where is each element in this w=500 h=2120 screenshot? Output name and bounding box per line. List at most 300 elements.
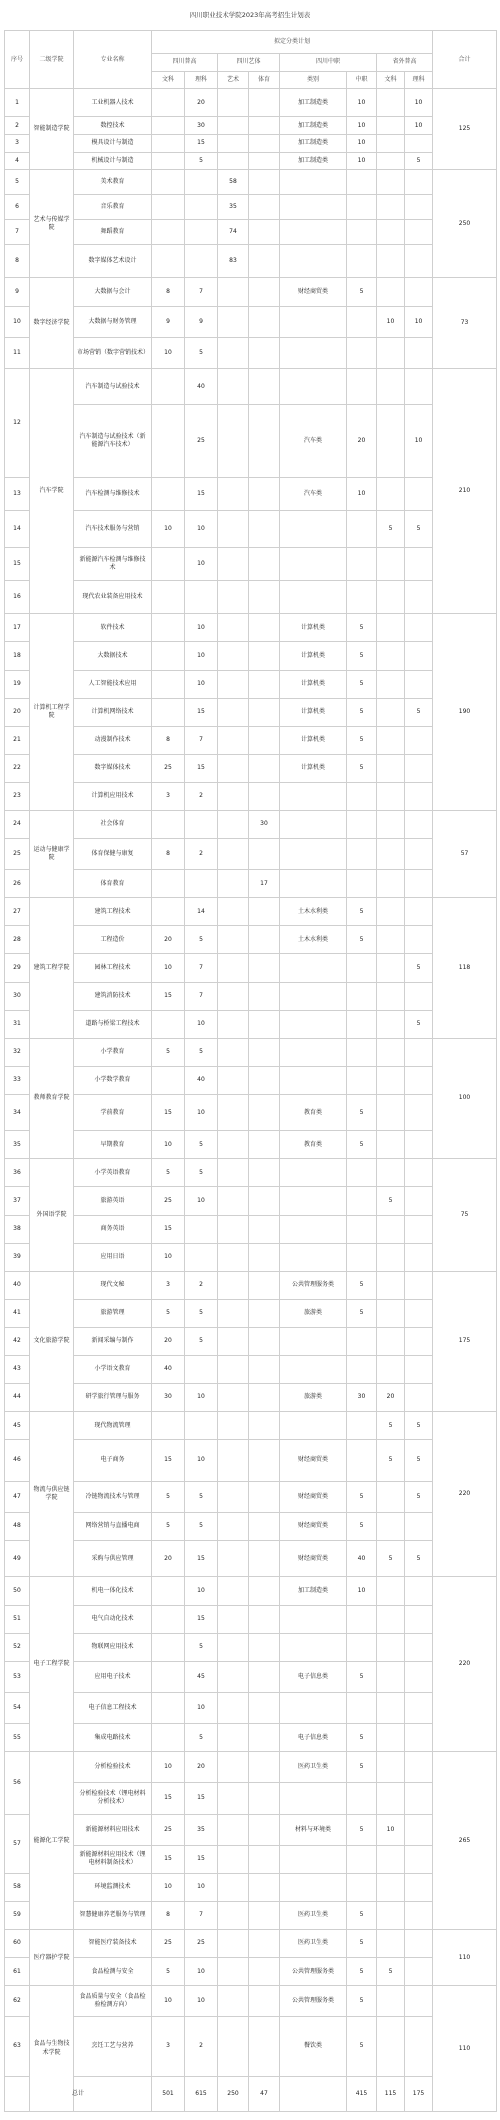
row-cell-lk: 25 [185,405,218,478]
row-college: 外国语学院 [30,1159,74,1271]
row-program: 应用日语 [74,1243,152,1271]
table-row [5,547,497,580]
table-row [5,1010,497,1038]
row-cell-ys: 74 [218,220,249,245]
row-cell-ty [249,926,280,954]
row-seq: 19 [5,670,30,698]
row-cell-sl [405,1243,433,1271]
row-program: 应用电子技术 [74,1661,152,1692]
row-program: 小学数学教育 [74,1066,152,1094]
row-cell-zz [347,954,377,982]
row-cell-zz [347,1327,377,1355]
row-cell-wk: 8 [152,839,185,870]
row-cell-lk [185,1412,218,1440]
table-row [5,152,497,170]
header-group: 四川中职 [280,53,377,71]
row-cell-lb [280,170,347,195]
row-cell-lk: 20 [185,89,218,117]
row-cell-ys [218,614,249,642]
row-cell-zz [347,1873,377,1901]
row-cell-lb: 教育类 [280,1131,347,1159]
row-cell-zz: 10 [347,152,377,170]
row-cell-ys [218,782,249,810]
row-seq: 23 [5,782,30,810]
row-seq: 9 [5,278,30,306]
row-cell-lb: 加工制造类 [280,89,347,117]
row-cell-wk [152,870,185,898]
row-college: 食品与生物技术学院 [30,1986,74,2112]
row-cell-lk [185,870,218,898]
row-seq: 6 [5,195,30,220]
row-cell-sw [377,1327,405,1355]
row-cell-zz: 5 [347,754,377,782]
row-cell-ys [218,1038,249,1066]
table-row [5,478,497,511]
row-cell-sl [405,1131,433,1159]
row-cell-lb [280,839,347,870]
row-seq: 30 [5,982,30,1010]
row-cell-ty [249,1901,280,1929]
row-cell-ty [249,1605,280,1633]
row-cell-lb [280,547,347,580]
row-seq: 27 [5,898,30,926]
row-program: 智慧健康养老服务与管理 [74,1901,152,1929]
row-cell-sw [377,642,405,670]
row-cell-ys [218,1633,249,1661]
row-cell-sl [405,898,433,926]
row-cell-wk: 25 [152,754,185,782]
row-program: 社会体育 [74,810,152,838]
row-program: 小学语文教育 [74,1355,152,1383]
row-cell-ty [249,1577,280,1605]
row-cell-lb: 加工制造类 [280,1577,347,1605]
row-cell-ys [218,1783,249,1814]
row-cell-lb [280,1845,347,1873]
row-cell-lb [280,782,347,810]
row-college: 教师教育学院 [30,1038,74,1159]
table-row [5,1724,497,1752]
row-cell-lb [280,1355,347,1383]
row-cell-wk: 15 [152,982,185,1010]
row-program: 小学教育 [74,1038,152,1066]
row-cell-wk [152,547,185,580]
row-program: 电子商务 [74,1440,152,1482]
row-cell-lb: 电子信息类 [280,1661,347,1692]
row-cell-zz [347,1355,377,1383]
row-cell-ty [249,1541,280,1577]
header-sub: 中职 [347,71,377,89]
row-cell-lb [280,337,347,368]
row-seq: 42 [5,1327,30,1355]
row-cell-ys [218,754,249,782]
table-row [5,782,497,810]
row-cell-ty [249,278,280,306]
row-cell-lk [185,170,218,195]
table-row [5,1752,497,1783]
row-group-total: 118 [433,898,497,1038]
table-row [5,1873,497,1901]
row-cell-zz [347,1845,377,1873]
totals-ys: 250 [218,2076,249,2111]
row-cell-lb: 公共管理服务类 [280,1986,347,2017]
row-cell-wk: 5 [152,1038,185,1066]
row-program: 新能源材料应用技术（锂电材料制备技术） [74,1845,152,1873]
table-row [5,698,497,726]
row-cell-wk [152,368,185,404]
row-seq: 60 [5,1929,30,1957]
row-cell-lb [280,511,347,547]
row-cell-sw [377,614,405,642]
row-cell-sl [405,1038,433,1066]
row-cell-sw [377,810,405,838]
table-row [5,839,497,870]
row-cell-lk [185,245,218,278]
row-group-total: 220 [433,1577,497,1752]
row-cell-lk: 14 [185,898,218,926]
row-program: 数字媒体技术 [74,754,152,782]
row-cell-sl: 10 [405,89,433,117]
header-sub: 理科 [405,71,433,89]
row-seq: 52 [5,1633,30,1661]
row-cell-sl [405,870,433,898]
row-cell-ty [249,581,280,614]
row-cell-lk: 7 [185,1901,218,1929]
row-seq: 36 [5,1159,30,1187]
row-cell-zz: 5 [347,670,377,698]
row-program: 电子信息工程技术 [74,1692,152,1723]
row-cell-lb: 财经商贸类 [280,278,347,306]
row-cell-sl: 5 [405,1440,433,1482]
row-program: 道路与桥梁工程技术 [74,1010,152,1038]
row-cell-sw [377,754,405,782]
row-cell-ty [249,1512,280,1540]
row-cell-lk: 2 [185,839,218,870]
row-cell-lk: 9 [185,306,218,337]
row-cell-sw [377,1131,405,1159]
row-cell-lk: 10 [185,1958,218,1986]
row-cell-ty [249,1010,280,1038]
row-cell-lb [280,1873,347,1901]
row-cell-lk: 5 [185,1327,218,1355]
row-program: 大数据技术 [74,642,152,670]
row-cell-lb [280,1692,347,1723]
table-row [5,405,497,478]
row-cell-sw [377,1873,405,1901]
row-cell-ys [218,89,249,117]
row-cell-sw [377,1845,405,1873]
row-cell-ys [218,1929,249,1957]
row-cell-wk [152,195,185,220]
row-cell-wk [152,134,185,152]
row-cell-sw [377,581,405,614]
row-cell-wk: 20 [152,1541,185,1577]
row-cell-ys [218,810,249,838]
row-cell-lk: 15 [185,1541,218,1577]
row-cell-zz [347,1243,377,1271]
row-cell-ys [218,2017,249,2076]
row-college: 计算机工程学院 [30,614,74,811]
row-cell-zz: 10 [347,478,377,511]
row-cell-wk: 15 [152,1440,185,1482]
row-cell-ty [249,1066,280,1094]
row-cell-ty [249,1692,280,1723]
table-row [5,642,497,670]
row-cell-wk: 5 [152,1481,185,1512]
row-cell-lb: 旅游类 [280,1299,347,1327]
row-cell-sw [377,1901,405,1929]
table-row [5,670,497,698]
row-cell-lb [280,1412,347,1440]
row-seq: 54 [5,1692,30,1723]
row-college: 汽车学院 [30,368,74,613]
row-cell-ys [218,1814,249,1845]
table-row [5,1215,497,1243]
row-cell-sl [405,478,433,511]
totals-lb [280,2076,347,2111]
row-program: 早期教育 [74,1131,152,1159]
row-cell-lb [280,195,347,220]
row-cell-ty [249,152,280,170]
row-cell-wk: 9 [152,306,185,337]
row-cell-zz [347,870,377,898]
row-cell-sw [377,152,405,170]
row-cell-ty [249,614,280,642]
row-seq: 45 [5,1412,30,1440]
row-cell-zz [347,810,377,838]
row-program: 分析检验技术（锂电材料分析技术） [74,1783,152,1814]
row-seq: 29 [5,954,30,982]
row-cell-sw [377,954,405,982]
row-cell-lb: 计算机类 [280,642,347,670]
table-row [5,134,497,152]
table-row [5,614,497,642]
row-cell-lb [280,245,347,278]
row-cell-sl [405,754,433,782]
row-seq: 24 [5,810,30,838]
row-program: 烹饪工艺与营养 [74,2017,152,2076]
row-cell-wk: 15 [152,1215,185,1243]
table-row [5,2017,497,2076]
row-cell-sw [377,117,405,135]
row-cell-ys [218,1986,249,2017]
row-cell-sw [377,220,405,245]
row-cell-sl: 5 [405,152,433,170]
row-cell-wk [152,405,185,478]
row-cell-sw: 5 [377,511,405,547]
table-row [5,1159,497,1187]
row-cell-wk [152,642,185,670]
row-cell-sw: 5 [377,1412,405,1440]
row-cell-sl [405,1929,433,1957]
row-cell-sl [405,1187,433,1215]
row-cell-sw [377,368,405,404]
row-cell-lk: 5 [185,1038,218,1066]
row-cell-zz: 10 [347,134,377,152]
row-cell-ty [249,1271,280,1299]
row-cell-ty [249,2017,280,2076]
row-seq: 16 [5,581,30,614]
row-cell-zz [347,1187,377,1215]
row-cell-wk [152,245,185,278]
row-cell-ty [249,982,280,1010]
row-cell-ty [249,306,280,337]
row-cell-sw [377,870,405,898]
table-row [5,1355,497,1383]
row-cell-wk [152,1577,185,1605]
table-row [5,754,497,782]
row-cell-wk [152,1692,185,1723]
row-cell-sw [377,698,405,726]
row-seq: 39 [5,1243,30,1271]
row-cell-wk: 5 [152,1159,185,1187]
row-cell-zz: 5 [347,1929,377,1957]
row-cell-zz [347,581,377,614]
row-cell-wk: 15 [152,1094,185,1130]
row-cell-lk: 15 [185,134,218,152]
row-cell-sw [377,134,405,152]
row-cell-ty [249,1038,280,1066]
header-sub: 体育 [249,71,280,89]
row-group-total: 100 [433,1038,497,1159]
row-cell-zz [347,1010,377,1038]
row-cell-ys [218,134,249,152]
row-cell-zz: 5 [347,1512,377,1540]
row-cell-ty [249,1299,280,1327]
row-cell-ys [218,926,249,954]
row-cell-ty [249,245,280,278]
row-cell-sw: 10 [377,306,405,337]
header-sub: 文科 [152,71,185,89]
row-cell-lk: 7 [185,726,218,754]
header-sub: 文科 [377,71,405,89]
row-cell-ys [218,511,249,547]
row-cell-sl [405,1986,433,2017]
row-cell-lb: 医药卫生类 [280,1929,347,1957]
row-cell-zz [347,839,377,870]
row-cell-ty [249,117,280,135]
row-cell-sl: 10 [405,306,433,337]
row-cell-ty: 17 [249,870,280,898]
row-cell-lb [280,1633,347,1661]
header-plan-group: 拟定分类计划 [152,31,433,54]
row-cell-ty [249,726,280,754]
row-program: 美术教育 [74,170,152,195]
table-row [5,1958,497,1986]
row-cell-sl: 5 [405,1412,433,1440]
row-cell-ys [218,1066,249,1094]
row-program: 建筑消防技术 [74,982,152,1010]
row-cell-lk: 2 [185,2017,218,2076]
row-cell-ty [249,1986,280,2017]
row-program: 体育教育 [74,870,152,898]
row-cell-wk [152,810,185,838]
row-cell-ys [218,152,249,170]
row-cell-lb: 土木水利类 [280,898,347,926]
row-program: 食品检测与安全 [74,1958,152,1986]
row-cell-zz: 5 [347,1131,377,1159]
table-row [5,954,497,982]
row-cell-sl [405,1661,433,1692]
row-cell-lk: 10 [185,1577,218,1605]
row-cell-ys [218,642,249,670]
row-cell-sl: 5 [405,1481,433,1512]
row-cell-ys [218,726,249,754]
row-cell-lk: 10 [185,1383,218,1411]
row-cell-zz: 20 [347,405,377,478]
row-seq: 18 [5,642,30,670]
row-cell-lk: 5 [185,926,218,954]
row-cell-ys [218,1355,249,1383]
row-cell-ty [249,1243,280,1271]
row-cell-sw [377,1355,405,1383]
row-cell-sw [377,1783,405,1814]
row-cell-ty [249,1958,280,1986]
table-row [5,1038,497,1066]
row-seq: 61 [5,1958,30,1986]
row-cell-sl [405,547,433,580]
row-cell-wk: 20 [152,926,185,954]
row-cell-sw: 10 [377,1814,405,1845]
row-cell-sw [377,1271,405,1299]
row-college: 智能制造学院 [30,89,74,170]
row-seq: 41 [5,1299,30,1327]
row-program: 汽车制造与试验技术 [74,368,152,404]
row-cell-sw [377,982,405,1010]
row-cell-lb: 计算机类 [280,726,347,754]
row-seq: 21 [5,726,30,754]
row-cell-ys [218,1605,249,1633]
row-cell-ys [218,117,249,135]
row-program: 机电一体化技术 [74,1577,152,1605]
row-cell-zz: 5 [347,278,377,306]
row-cell-ty [249,1327,280,1355]
row-seq: 38 [5,1215,30,1243]
row-seq: 62 [5,1986,30,2017]
row-cell-zz: 5 [347,1299,377,1327]
row-cell-zz [347,782,377,810]
row-program: 学前教育 [74,1094,152,1130]
row-cell-sl [405,1215,433,1243]
table-row [5,926,497,954]
totals-zz: 415 [347,2076,377,2111]
row-cell-lb [280,1010,347,1038]
row-cell-sw [377,839,405,870]
row-cell-lk: 15 [185,1783,218,1814]
row-cell-sl: 5 [405,954,433,982]
row-cell-ty: 30 [249,810,280,838]
row-cell-sl [405,1066,433,1094]
table-row [5,1481,497,1512]
row-cell-sl [405,278,433,306]
table-row [5,1901,497,1929]
table-row [5,368,497,404]
row-cell-ys: 58 [218,170,249,195]
table-row [5,1783,497,1814]
row-cell-lk [185,1355,218,1383]
row-cell-zz: 5 [347,1901,377,1929]
row-cell-lb [280,1605,347,1633]
row-college: 电子工程学院 [30,1577,74,1752]
row-cell-lb [280,1243,347,1271]
row-cell-sw [377,1692,405,1723]
row-cell-lb: 餐饮类 [280,2017,347,2076]
row-cell-ty [249,1873,280,1901]
row-cell-sl: 5 [405,511,433,547]
row-program: 分析检验技术 [74,1752,152,1783]
row-seq: 33 [5,1066,30,1094]
row-seq: 31 [5,1010,30,1038]
row-cell-zz: 5 [347,642,377,670]
